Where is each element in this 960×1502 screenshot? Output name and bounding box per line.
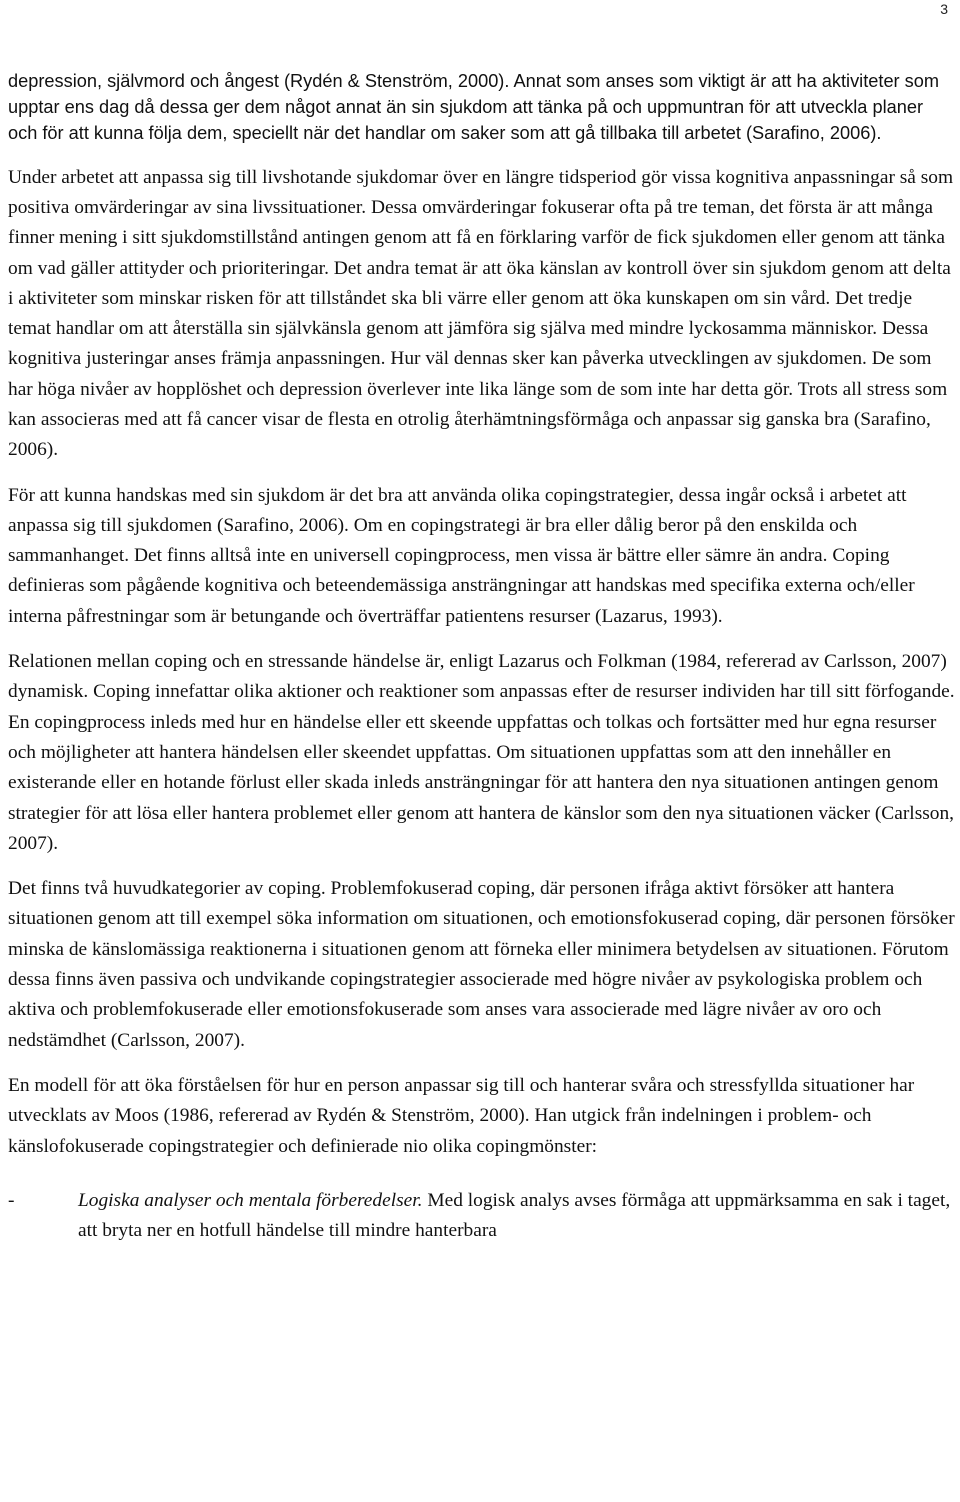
paragraph-6: En modell för att öka förståelsen för hur en person anpassar sig till och hanterar svåra och stressfyllda situationer har utvecklats av Moos (1986, refererad av Rydén & Stenström, 2000). Han utgick från indelningen i problem- och känslofokuserade copingstrategier och definierade nio olika copingmönster: — [8, 1074, 915, 1157]
list-item-body: Med logisk analys avses förmåga att uppmärksamma en sak i taget, att bryta ner en hotfull händelse till mindre hanterbara — [78, 1189, 951, 1242]
list-item — [8, 1186, 956, 1247]
paragraph-1: depression, självmord och ångest (Rydén & Stenström, 2000). Annat som anses som viktigt är att ha aktiviteter som upptar ens dag då dessa ger dem något annat än sin sjukdom att tänka på och uppmuntran för att utveckla planer och för att kunna följa dem, speciellt när det handlar om saker som att gå tillbaka till arbetet (Sarafino, 2006). — [8, 71, 940, 144]
list-item-text — [78, 1186, 956, 1247]
page-number: 3 — [940, 1, 948, 17]
paragraph-2: Under arbetet att anpassa sig till livshotande sjukdomar över en längre tidsperiod gör vissa kognitiva anpassningar så som positiva omvärderingar av sina livssituationer. Dessa omvärderingar fokuserar ofta på tre teman, det första är att många finner mening i sitt sjukdomstillstånd antingen genom att få en förklaring varför de fick sjukdomen eller genom att tänka om vad gäller attityder och prioriteringar. Det andra temat är att öka känslan av kontroll över sin sjukdom genom att delta i aktiviteter som minskar risken för att tillståndet ska bli värre eller genom att öka kunskapen om sin vård. Det tredje temat handlar om att återställa sin självkänsla genom att jämföra sig själva med mindre lyckosamma människor. Dessa kognitiva justeringar anses främja anpassningen. Hur väl dennas sker kan påverka utvecklingen av sjukdomen. De som har höga nivåer av hopplöshet och depression överlever inte lika länge som de som inte har detta gör. Trots all stress som kan associeras med att få cancer visar de flesta en otrolig återhämtningsförmåga och anpassar sig ganska bra (Sarafino, 2006). — [8, 166, 954, 461]
paragraph-5: Det finns två huvudkategorier av coping. Problemfokuserad coping, där personen ifråga aktivt försöker att hantera situationen genom att till exempel söka information om situationen, och emotionsfokuserad coping, där personen försöker minska de känslomässiga reaktionerna i situationen genom att förneka eller minimera betydelsen av situationen. Förutom dessa finns även passiva och undvikande copingstrategier associerade med högre nivåer av psykologiska problem och aktiva och problemfokuserade eller emotionsfokuserade som anses vara associerade med lägre nivåer av oro och nedstämdhet (Carlsson, 2007). — [8, 878, 955, 1051]
paragraph-3: För att kunna handskas med sin sjukdom är det bra att använda olika copingstrategier, dessa ingår också i arbetet att anpassa sig till sjukdomen (Sarafino, 2006). Om en copingstrategi är bra eller dålig beror på den enskilda och sammanhanget. Det finns alltså inte en universell copingprocess, men vissa är bättre eller sämre än andra. Coping definieras som pågående kognitiva och beteendemässiga ansträngningar att handskas med specifika externa och/eller interna påfrestningar som är betungande och överträffar patientens resurser (Lazarus, 1993). — [8, 484, 915, 627]
document-body — [8, 68, 956, 1246]
paragraph-4: Relationen mellan coping och en stressande händelse är, enligt Lazarus och Folkman (1984, refererad av Carlsson, 2007) dynamisk. Coping innefattar olika aktioner och reaktioner som anpassas efter de resurser individen har till sitt förfogande. En copingprocess inleds med hur en händelse eller ett skeende uppfattas och tolkas och fortsätter med hur egna resurser och möjligheter att hantera händelsen eller skeendet uppfattas. Om situationen uppfattas som att den innehåller en existerande eller en hotande förlust eller skada inleds ansträngningar för att hantera den nya situationen antingen genom strategier för att lösa eller hantera problemet eller genom att hantera de känslor som den nya situationen väcker (Carlsson, 2007). — [8, 651, 955, 854]
list-bullet-dash: - — [8, 1189, 15, 1211]
list-item-italic-heading: Logiska analyser och mentala förberedelser. — [78, 1189, 423, 1211]
